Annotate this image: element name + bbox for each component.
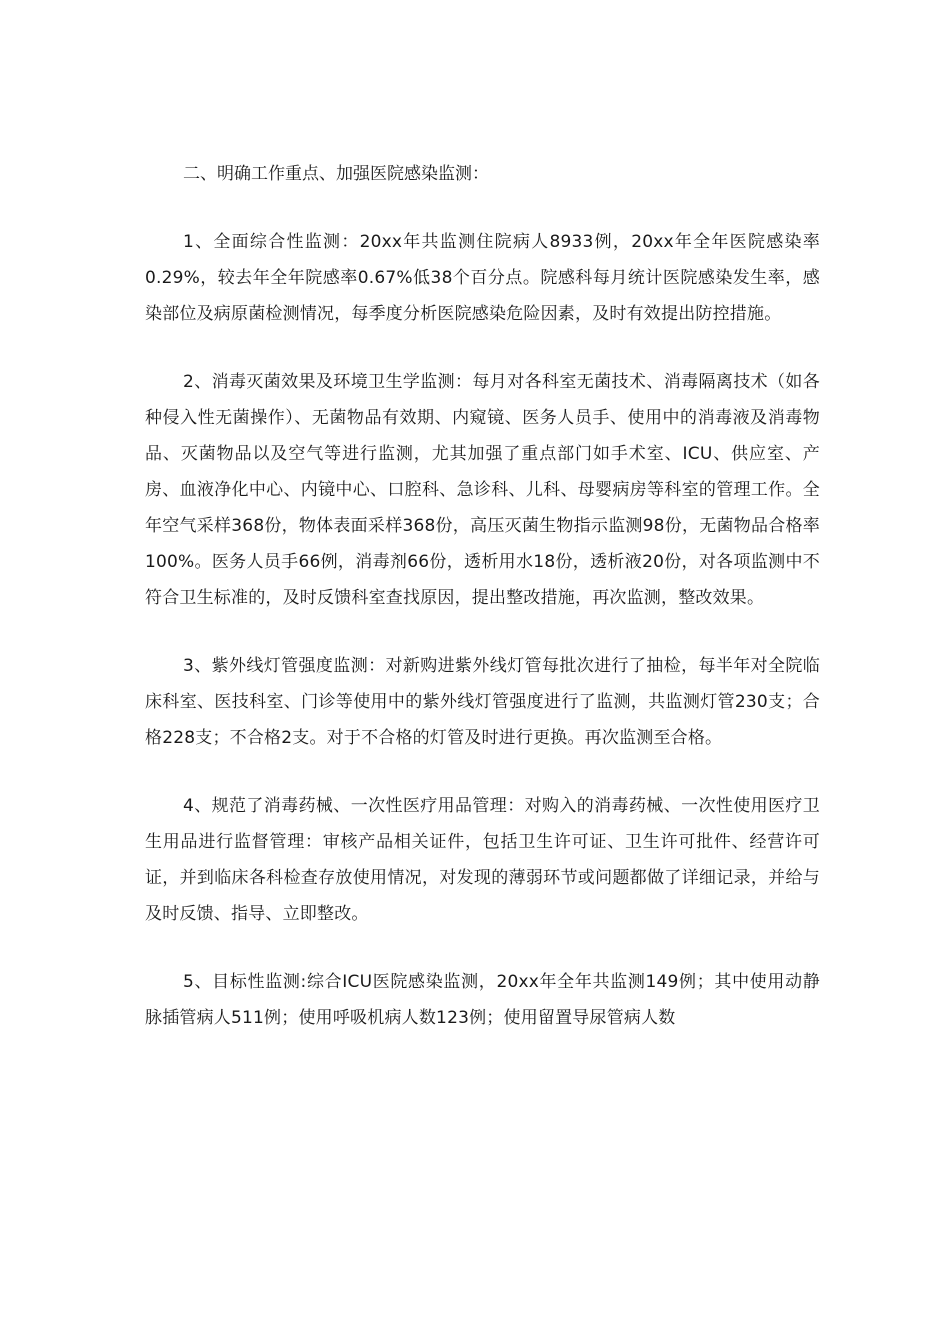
spacer xyxy=(145,192,820,224)
paragraph-disposable-supplies: 4、规范了消毒药械、一次性医疗用品管理：对购入的消毒药械、一次性使用医疗卫生用品进行监督管理：审核产品相关证件，包括卫生许可证、卫生许可批件、经营许可证，并到临床各科检查存放使用情况，对发现的薄弱环节或问题都做了详细记录，并给与及时反馈、指导、立即整改。 xyxy=(145,796,820,924)
spacer xyxy=(145,932,820,964)
document-page xyxy=(145,156,820,1036)
paragraph-uv-lamp-monitoring: 3、紫外线灯管强度监测：对新购进紫外线灯管每批次进行了抽检，每半年对全院临床科室、医技科室、门诊等使用中的紫外线灯管强度进行了监测，共监测灯管230支；合格228支；不合格2支。对于不合格的灯管及时进行更换。再次监测至合格。 xyxy=(145,656,820,748)
paragraph-comprehensive-monitoring: 1、全面综合性监测：20xx年共监测住院病人8933例，20xx年全年医院感染率0.29%，较去年全年院感率0.67%低38个百分点。院感科每月统计医院感染发生率，感染部位及病原菌检测情况，每季度分析医院感染危险因素，及时有效提出防控措施。 xyxy=(145,232,820,324)
spacer xyxy=(145,756,820,788)
spacer xyxy=(145,616,820,648)
spacer xyxy=(145,332,820,364)
paragraph-targeted-monitoring: 5、目标性监测:综合ICU医院感染监测，20xx年全年共监测149例；其中使用动静脉插管病人511例；使用呼吸机病人数123例；使用留置导尿管病人数 xyxy=(145,972,820,1028)
paragraph-disinfection-monitoring: 2、消毒灭菌效果及环境卫生学监测：每月对各科室无菌技术、消毒隔离技术（如各种侵入性无菌操作）、无菌物品有效期、内窥镜、医务人员手、使用中的消毒液及消毒物品、灭菌物品以及空气等进行监测，尤其加强了重点部门如手术室、ICU、供应室、产房、血液净化中心、内镜中心、口腔科、急诊科、儿科、母婴病房等科室的管理工作。全年空气采样368份，物体表面采样368份，高压灭菌生物指示监测98份，无菌物品合格率100%。医务人员手66例，消毒剂66份，透析用水18份，透析液20份，对各项监测中不符合卫生标准的，及时反馈科室查找原因，提出整改措施，再次监测，整改效果。 xyxy=(145,372,820,608)
section-heading: 二、明确工作重点、加强医院感染监测： xyxy=(183,164,489,184)
